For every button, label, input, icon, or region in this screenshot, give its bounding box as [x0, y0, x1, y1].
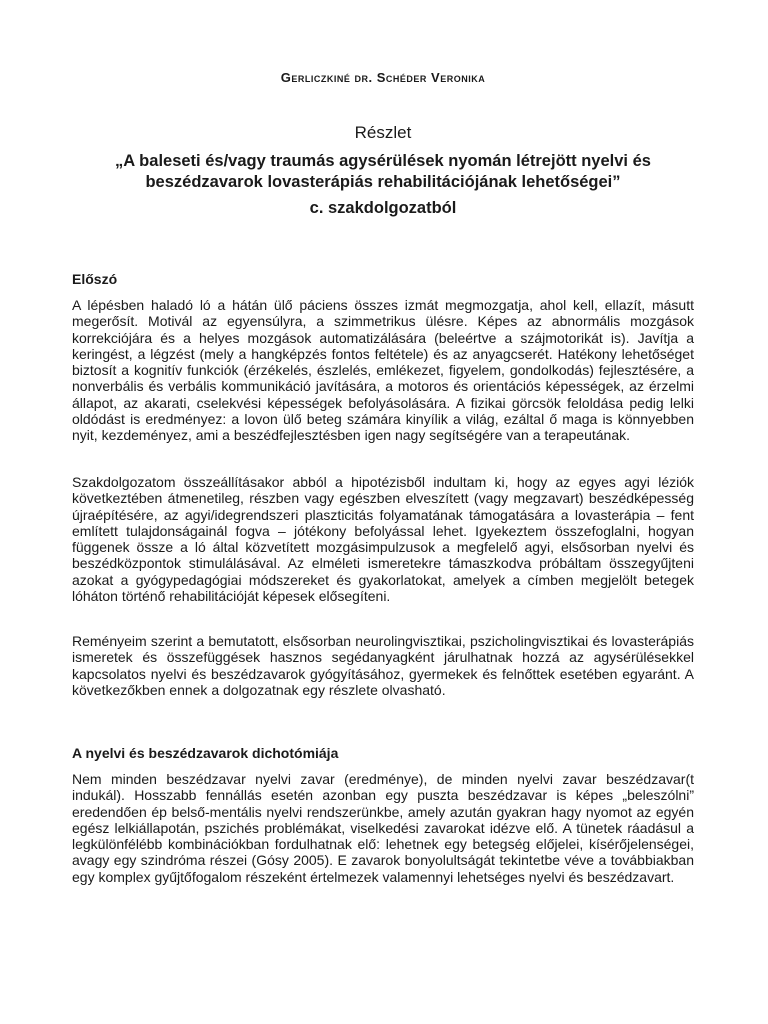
paragraph: A lépésben haladó ló a hátán ülő páciens összes izmát megmozgatja, ahol kell, ellazít, másutt megerősít. Motivál az egyensúlyra, a szimmetrikus ülésre. Képes az abnormális mozgások korrekciójára és a helyes mozgások automatizálására (beleértve a szájmotorikát is). Javítja a keringést, a légzést (mely a hangképzés fontos feltétele) és az anyagcserét. Hatékony lehetőséget biztosít a kognitív funkciók (érzékelés, észlelés, emlékezet, figyelem, gondolkodás) fejlesztésére, a nonverbális és verbális kommunikáció javítására, a motoros és orientációs képességek, az érzelmi állapot, az akarati, cselekvési képességek befolyásolására. A fizikai görcsök feloldása pedig lelki oldódást is eredményez: a lovon ülő beteg számára kinyílik a világ, ezáltal ő maga is könnyebben nyit, kezdeményez, ami a beszédfejlesztésben igen nagy segítségére van a terapeutának. [72, 297, 694, 443]
author-name: Gerliczkiné dr. Schéder Veronika [280, 70, 486, 85]
excerpt-label: Részlet [354, 123, 412, 142]
paragraph: Szakdolgozatom összeállításakor abból a hipotézisből indultam ki, hogy az egyes agyi léziók következtében átmenetileg, részben vagy egészben elveszített (vagy megzavart) beszédképesség újraépítésére, az agyi/idegrendszeri plaszticitás folyamatának támogatására a lovasterápia – fent említett tulajdonságainál fogva – jótékony befolyással lehet. Igyekeztem összefoglalni, hogyan függenek össze a ló által közvetített mozgásimpulzusok a megfelelő agyi, elsősorban nyelvi és beszédközpontok stimulálásával. Az elméleti ismeretekre támaszkodva próbáltam összegyűjteni azokat a gyógypedagógiai módszereket és gyakorlatokat, amelyek a címben megjelölt betegek lóháton történő rehabilitációját képesek elősegíteni. [72, 474, 694, 604]
thesis-subtitle: c. szakdolgozatból [309, 199, 457, 217]
section-heading-dichotomy: A nyelvi és beszédzavarok dichotómiája [72, 745, 339, 761]
thesis-title: „A baleseti és/vagy traumás agysérülések nyomán létrejött nyelvi és beszédzavarok lovasterápiás rehabilitációjának lehetőségei” [115, 152, 651, 191]
paragraph: Nem minden beszédzavar nyelvi zavar (eredménye), de minden nyelvi zavar beszédzavar(t indukál). Hosszabb fennállás esetén azonban egy puszta beszédzavar is képes „beleszólni” eredendően ép belső-mentális nyelvi rendszerünkbe, amely azután gyakran hagy nyomot az egyén egész lelkiállapotán, pszichés problémákat, viselkedési zavarokat idézve elő. A tünetek ráadásul a legkülönfélébb kombinációkban fordulhatnak elő: lehetnek egy betegség előjelei, kísérőjelenségei, avagy egy szindróma részei (Gósy 2005). E zavarok bonyolultságát tekintetbe véve a továbbiakban egy komplex gyűjtőfogalom részeként értelmezek valamennyi lehetséges nyelvi és beszédzavart. [72, 771, 694, 885]
section-heading-foreword: Előszó [72, 271, 118, 287]
paragraph: Reményeim szerint a bemutatott, elsősorban neurolingvisztikai, pszicholingvisztikai és lovasterápiás ismeretek és összefüggések hasznos segédanyagként járulhatnak hozzá az agysérülésekkel kapcsolatos nyelvi és beszédzavarok gyógyításához, gyermekek és felnőttek esetében egyaránt. A következőkben ennek a dolgozatnak egy részlete olvasható. [72, 633, 694, 698]
